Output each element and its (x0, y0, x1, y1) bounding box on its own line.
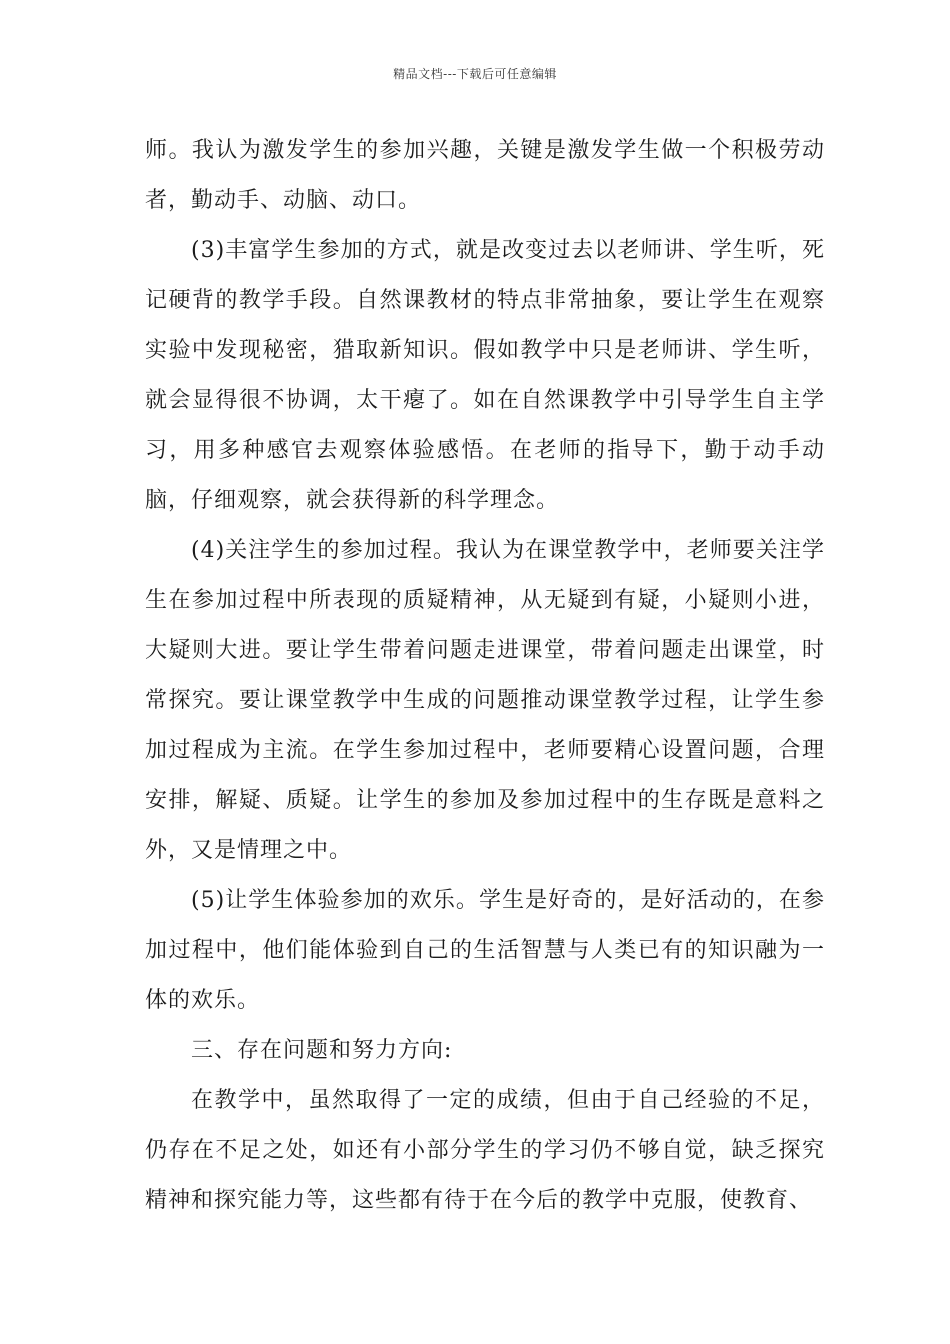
document-body (145, 126, 825, 1226)
paragraph-continuation: 师。我认为激发学生的参加兴趣，关键是激发学生做一个积极劳动者，勤动手、动脑、动口。 (145, 138, 825, 213)
paragraph-item-5: (5)让学生体验参加的欢乐。学生是好奇的，是好活动的，在参加过程中，他们能体验到自己的生活智慧与人类已有的知识融为一体的欢乐。 (145, 888, 825, 1013)
page-header: 精品文档---下载后可任意编辑 (393, 67, 557, 81)
paragraph-item-4: (4)关注学生的参加过程。我认为在课堂教学中，老师要关注学生在参加过程中所表现的质疑精神，从无疑到有疑，小疑则小进，大疑则大进。要让学生带着问题走进课堂，带着问题走出课堂，时常探究。要让课堂教学中生成的问题推动课堂教学过程，让学生参加过程成为主流。在学生参加过程中，老师要精心设置问题，合理安排，解疑、质疑。让学生的参加及参加过程中的生存既是意料之外，又是情理之中。 (145, 538, 825, 863)
section-heading-problems: 三、存在问题和努力方向: (191, 1038, 453, 1063)
paragraph-item-3: (3)丰富学生参加的方式，就是改变过去以老师讲、学生听，死记硬背的教学手段。自然课教材的特点非常抽象，要让学生在观察实验中发现秘密，猎取新知识。假如教学中只是老师讲、学生听，就会显得很不协调，太干瘪了。如在自然课教学中引导学生自主学习，用多种感官去观察体验感悟。在老师的指导下，勤于动手动脑，仔细观察，就会获得新的科学理念。 (145, 238, 825, 513)
paragraph-problems: 在教学中，虽然取得了一定的成绩，但由于自己经验的不足，仍存在不足之处，如还有小部分学生的学习仍不够自觉，缺乏探究精神和探究能力等，这些都有待于在今后的教学中克服，使教育、 (145, 1088, 825, 1213)
